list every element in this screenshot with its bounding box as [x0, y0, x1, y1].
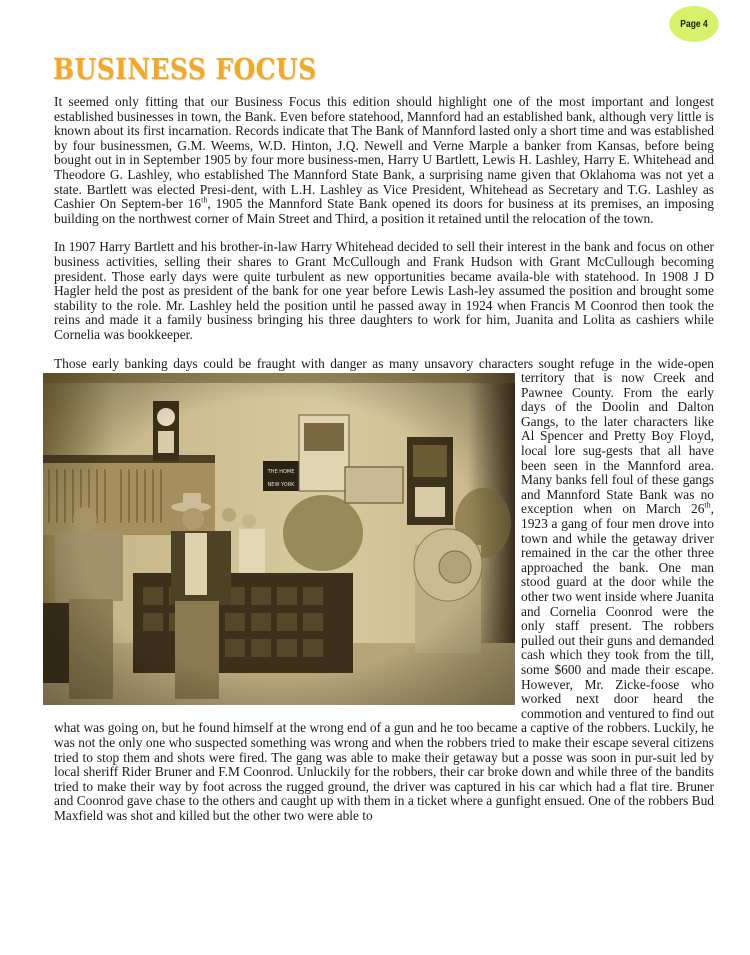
paragraph-presidents: In 1907 Harry Bartlett and his brother-in-law Harry Whitehead decided to sell their interest in the bank and focus on other business activities, selling their shares to Grant McCullough and Frank Hudson with Grant McCullough becoming president. Those early days were quite turbulent as new opportunities became availa-ble with statehood. In 1908 J D Hagler held the post as president of the bank for one year before Lewis Lash-ley assumed the position and brought some stability to the role. Mr. Lashley held the position until he passed away in 1924 when Francis M Coonrod then took the reins and made it a family business bringing his three daughters to work for him, Juanita and Lolita as cashiers while Cornelia was bookkeeper.	[54, 239, 714, 342]
page-number-badge	[669, 6, 718, 42]
article-body	[54, 95, 714, 824]
bank-interior-photo	[43, 373, 515, 705]
bank-interior-illustration	[43, 373, 515, 705]
paragraph-robbery: Those early banking days could be fraught with danger as many unsavory characters sought refuge in the wide-open territory that is now Creek and Pawnee County. From the early days of the Doolin and Dalton Gangs, to the later characters like Al Spencer and Pretty Boy Floyd, local lore sug-gests that all have been seen in the Mannford area. Many banks fell foul of these gangs and Mannford State Bank was no exception when on March 26th, 1923 a gang of four men drove into town and while the getaway driver remained in the car the other three approached the bank. One man stood guard at the door while the other two went inside where Juanita and Cornelia Coonrod were the only staff present. The robbers pulled out their guns and demanded cash which they took from the till, some $600 and made their escape. However, Mr. Zicke-foose who worked next door heard the commotion and ventured to find out what was going on, but he found himself at the wrong end of a gun and he too became a captive of the robbers. Luckily, he was not the only one who suspected something was wrong and when the robbers tried to make their escape several citizens tried to stop them and shots were fired. The gang was able to make their getaway but a posse was soon in pur-suit led by local sheriff Rider Bruner and F.M Coonrod. Unluckily for the robbers, their car broke down and while three of the bandits tried to make their way by foot across the rugged ground, the driver was captured in his car which had a flat tire. Bruner and Coonrod gave chase to the others and caught up with them in a ticket where a gunfight ensued. One of the robbers Bud Maxfield was shot and killed but the other two were able to	[54, 357, 714, 824]
page-number-label: Page 4	[680, 18, 708, 30]
page-title: BUSINESS FOCUS	[53, 52, 317, 86]
paragraph-history: It seemed only fitting that our Business Focus this edition should highlight one of the most important and longest established businesses in town, the Bank. Even before statehood, Mannford had an established bank, although very little is known about its first incarnation. Records indicate that The Bank of Mannford lasted only a short time and was established by four businessmen, G.M. Weems, W.D. Hinton, J.Q. Newell and Verne Marple a banker from Kansas, before being bought out in in September 1905 by four more business-men, Harry U Bartlett, Lewis H. Lashley, Harry E. Whitehead and Theodore G. Lashley, who established The Mannford State Bank, a surprising name given that Oklahoma was not yet a state. Bartlett was elected Presi-dent, with L.H. Lashley as Vice President, Whitehead as Secretary and T.G. Lashley as Cashier On Septem-ber 16th, 1905 the Mannford State Bank opened its doors for business at its premises, an imposing building on the northwest corner of Main Street and Third, a position it retained until the relocation of the town.	[54, 94, 714, 226]
